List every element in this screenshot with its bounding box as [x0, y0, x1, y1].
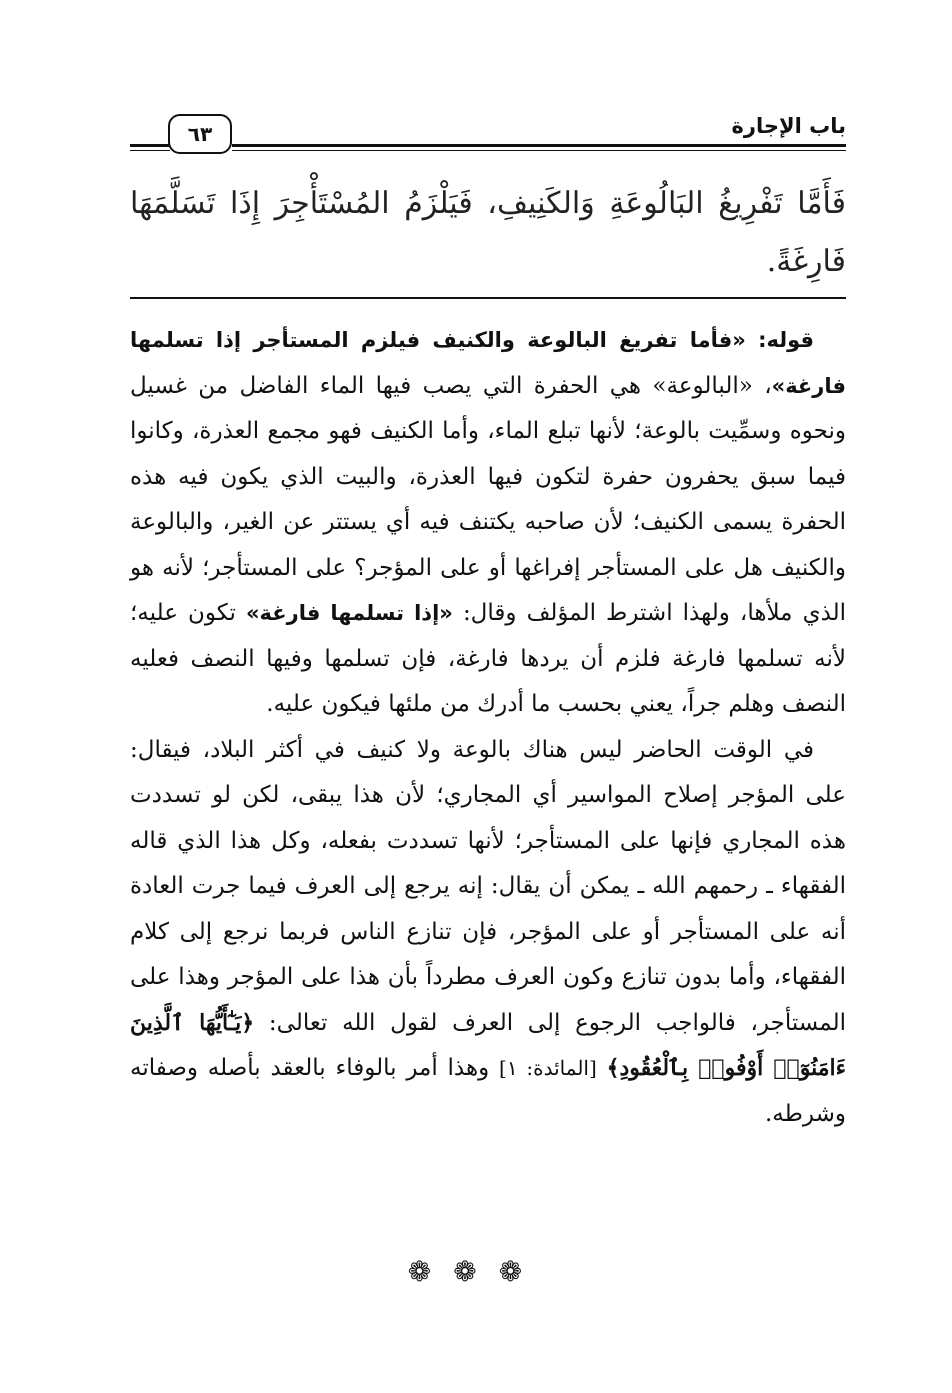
header-rule-left-thin	[130, 150, 170, 151]
commentary-text: ، «البالوعة» هي الحفرة التي يصب فيها الماء الفاضل من غسيل ونحوه وسمِّيت بالوعة؛ لأنها تبلع الماء، وأما الكنيف فهو مجمع العذرة، وكانوا فيما سبق يحفرون حفرة لتكون فيها العذرة، والبيت الذي يكون فيه هذه الحفرة يسمى الكنيف؛ لأن صاحبه يكتنف فيه أي يستتر عن الغير، والبالوعة والكنيف هل على المستأجر إفراغها أو على المؤجر؟ على المستأجر؛ لأنه هو الذي ملأها، ولهذا اشترط المؤلف وقال:	[130, 372, 847, 626]
matn-quote-2: «إذا تسلمها فارغة»	[245, 601, 453, 625]
matn-separator	[130, 297, 846, 299]
commentary	[130, 318, 846, 1137]
commentary-label: قوله:	[758, 328, 815, 352]
header-rule-right-thin	[232, 150, 846, 151]
commentary-text-2: تكون عليه؛ لأنه تسلمها فارغة فلزم أن يردها فارغة، فإن تسلمها وفيها النصف فعليه النصف وهلم جراً، يعني بحسب ما أدرك من ملئها فيكون عليه.	[130, 600, 846, 717]
chapter-title: باب الإجارة	[731, 114, 846, 138]
commentary-text-4: وهذا أمر بالوفاء بالعقد بأصله وصفاته وشرطه.	[130, 1055, 846, 1127]
commentary-paragraph-2	[130, 728, 846, 1138]
header-rule-right	[232, 144, 846, 147]
running-header	[130, 108, 846, 168]
matn-quote: «فأما تفريغ البالوعة والكنيف فيلزم المستأجر إذا تسلمها فارغة»	[130, 328, 846, 398]
commentary-paragraph-1	[130, 318, 846, 728]
verse-reference: [المائدة: ١]	[499, 1056, 597, 1080]
commentary-text-3: في الوقت الحاضر ليس هناك بالوعة ولا كنيف في أكثر البلاد، فيقال: على المؤجر إصلاح المواسير أي المجاري؛ لأن هذا يبقى، لكن لو تسددت هذه المجاري فإنها على المستأجر؛ لأنها تسددت بفعله، وكل هذا الذي قاله الفقهاء ـ رحمهم الله ـ يمكن أن يقال: إنه يرجع إلى العرف فيما جرت العادة أنه على المستأجر أو على المؤجر، فإن تنازع الناس فربما نرجع إلى كلام الفقهاء، وأما بدون تنازع وكون العرف مطرداً بأن هذا على المؤجر وهذا على المستأجر، فالواجب الرجوع إلى العرف لقول الله تعالى:	[130, 736, 846, 1036]
quran-verse: ﴿يَـٰٓأَيُّهَا ٱلَّذِينَ ءَامَنُوٓا۟ أَوْفُوا۟ بِٱلْعُقُودِ﴾	[130, 1009, 846, 1081]
header-rule-left	[130, 144, 170, 147]
page-number: ٦٣	[168, 114, 232, 154]
matn-text: فَأَمَّا تَفْرِيغُ البَالُوعَةِ وَالكَنِيفِ، فَيَلْزَمُ المُسْتَأْجِرَ إِذَا تَسَلَّمَهَا فَارِغَةً.	[130, 186, 846, 279]
section-end-ornament: ❁❁❁	[407, 1255, 545, 1288]
